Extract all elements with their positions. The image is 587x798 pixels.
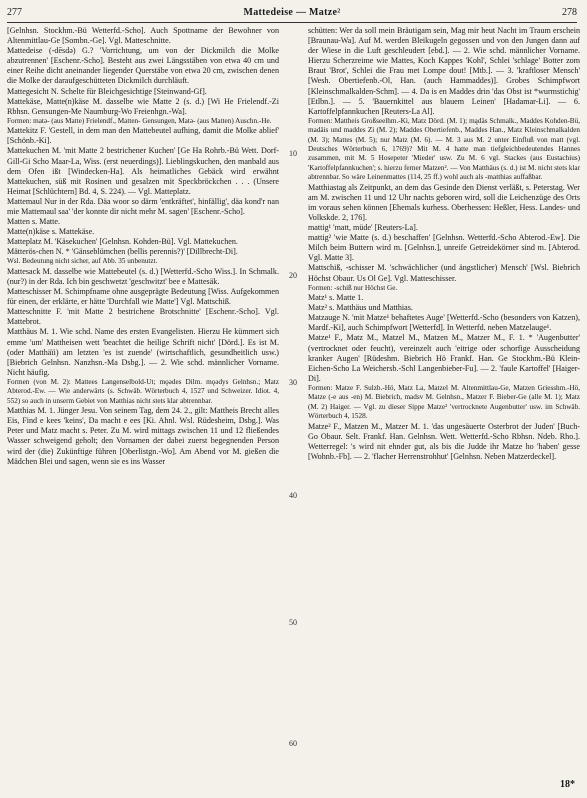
forms-note: Wsl. Bedeutung nicht sicher, auf Abb. 35 unbenutzt.: [7, 257, 158, 266]
entry-paragraph: Mätterös-chen N. * 'Gänseblümchen (bellis perennis?)' [Dillbrecht-Di].: [7, 247, 238, 257]
page-header: [7, 7, 577, 21]
line-number: 10: [289, 149, 297, 158]
entry-paragraph: Mattemaul Nur in der Rda. Däa woor so därm 'entkräftet', hinfällig', däa kond'r nan mie Mattemaul saa' 'der konnte dir nicht mehr M. sagen' [Eschenr.-Scho].: [7, 196, 279, 216]
line-number: 60: [289, 739, 297, 748]
entry-paragraph: Matteplatz M. 'Käsekuchen' [Gelnhsn. Kohden-Bü]. Vgl. Mattekuchen.: [7, 237, 238, 247]
entry-paragraph: Mattekäse, Matte(n)käse M. dasselbe wie Matte 2 (s. d.) [Wi He Frielendf.-Zi Rbhsn. Gensungen-Me Naumburg-Wo Freienhgn.-Wa].: [7, 96, 279, 116]
forms-note: Formen (von M. 2): Mattees Langenselbold-Ut; mǫədes Dilm. mǫədys Gelnhsn.; Matz Abterod.-Ew. — Wie anderwärts (s. Schwäb. Wörterbuch 4, 1527 und Schweizer. Idiot. 4, 552) so auch in unserm Gebiet von Matthias nicht stets klar abtrennbar.: [7, 377, 279, 405]
forms-note: Formen: Mattheis Großseelhm.-Ki, Matz Dörd. (M. 1); mądäs Schmalk., Maddes Kohden-Bü, madäis und maddes Zi (M. 2); Maddes Obertiefenb., Maddes Han., Matz Kleinschmalkalden (M. 3); Mattes (M. 5); nur Matz (M. 6). — M. 3 aus M. 2 unter Einfluß von matt (vgl. Deutsches Wörterbuch 6, 1769)? Mit M. 4 hatte man tiefgleichbedeutendes Hannes zusammen, mit M. 5 Hosepeter 'Mieder' usw. Zu M. 6 vgl. Stackes (aus Eustachius) 'Kartoffelpfannkuchen'; s. hierzu ferner Matzen². — Von Matthäus (s. d.) ist M. nicht stets klar abtrennbar. So wäre Leinenmattes (114, 25 ff.) wohl auch als -matthias auffaßbar.: [308, 116, 580, 182]
line-number: 20: [289, 271, 297, 280]
entry-paragraph: Matten s. Matte.: [7, 217, 61, 227]
entry-paragraph: Matz² s. Matthäus und Matthias.: [308, 303, 413, 313]
entry-paragraph: Mattekuchen M. 'mit Matte 2 bestrichener Kuchen' [Ge Ha Rohrb.-Bü Wett. Dorf-Gill-Gi Scho Maar-La, Wiss. (erst neuerdings)]. Lieblingskuchen, den manbald aus dem Ofen ißt [Windecken-Ha]. Als heimatliches Gebäck wird erwähnt Mattekuchen, süß mit Rosinen und gesalzen mit Speckbröckchen . . . (Unsere Heimat [Schlüchtern] Bd. 4, S. 224). — Vgl. Matteplatz.: [7, 146, 279, 196]
signature-mark: 18*: [560, 779, 575, 790]
entry-paragraph: Matteschnitte F. 'mit Matte 2 bestrichene Brotschnitte' [Eschenr.-Scho]. Vgl. Mattebrot.: [7, 307, 279, 327]
entry-paragraph: Mattedeise (-dēsdə) G.? 'Vorrichtung, um von der Dickmilch die Molke abzutrennen' [Eschenr.-Scho]. Besteht aus zwei Längsstäben von etwa 40 cm und einer Reihe dicht aneinander liegender Querstäbe von etwa 20 cm, zwischen denen die Molke der daraufgeschütteten Dickmilch durchläuft.: [7, 46, 279, 86]
line-number: 30: [289, 378, 297, 387]
forms-note: Formen: Matze F. Sulzb.-Hö, Matz La, Matzel M. Altenmittlau-Ge, Matzen Griesshm.-Hö, Matze (-e aus -en) M. Biebrich, madsv M. Gelnhsn., Matzer F. Bieber-Ge (alle M. 1); Matz (M. 2) Haiger. — Vgl. zu dieser Sippe Matze² 'vertrocknete Augenbutter' usw. im Schwäb. Wörterbuch 4, 1528.: [308, 383, 580, 421]
forms-note: Formen: -schiß nur Höchst Ge.: [308, 283, 398, 292]
entry-paragraph: Mattegesicht N. Schelte für Bleichgesichtige [Steinwand-Gf].: [7, 86, 207, 96]
line-number: 40: [289, 491, 297, 500]
entry-paragraph: Matze² F., Matzen M., Matzer M. 1. 'das ungesäuerte Osterbrot der Juden' [Buch-Go Obaur. Selt. Frankf. Han. Gelnhsn. Wett. Wetterfd.-Scho Rbhsn. Ndeb. Rho.]. Wetterregel: 's wird nit ehnder gut, als bis die Judde ihr Matze ho 'haben' gesse [Wohnb.-Fb]. — 2. 'flacher Herrenstrohhut' [Gelnhsn. Neben Matzerdeckel].: [308, 421, 580, 461]
entry-paragraph: mattig² 'wie Matte (s. d.) beschaffen' [Gelnhsn. Wetterfd.-Scho Abterod.-Ew]. Die Milch beim Buttern wird m. [Gelnhsn.], unreife Getreidekörner sind m. [Abterod. Vgl. Matte 3].: [308, 233, 580, 263]
entry-paragraph: Matz¹ s. Matte 1.: [308, 293, 364, 303]
entry-paragraph: schütten: Wer da soll mein Bräutigam sein, Mag mir heut Nacht im Traum erschein [Braunau-Wa]. Auf M. werden Bleikugeln gegossen und von den Jungen dann auf der Wiese in die Luft geschleudert [ebd.]. — 2. Wie schd. männlicher Vorname. Hierzu Scherzreime wie Mattes, Koch Kappes 'Kohl', Schlei 'schlage' Botter zom Braut 'Brot', Schlei die Frau met Lompe dout! [Mtb.]. — 3. 'kraftloser Mensch' [Wesh. Obertiefenb.-Ol, Han. (auch Hammaddes)]. Grobes Schimpfwort [Kleinschmalkalden-Schm]. — 4. Da is en Maddes drin 'das Obst ist *wurmstichig' [Etlbn.]. — 5. 'Bauernkittel aus blauem Leinen' [Hadamar-Li]. — 6. Kartoffelpfannkuchen [Reuters-La Al].: [308, 26, 580, 116]
entry-paragraph: Mattekitz F. 'Gestell, in dem man den Mattebeutel aufhing, damit die Molke ablief' [Schönb.-Ki].: [7, 126, 279, 146]
entry-paragraph: Matze¹ F., Matz M., Matzel M., Matzen M., Matzer M., F. 1. * 'Augenbutter' (vertrocknet oder feucht), vereinzelt auch 'eitrige oder schorfige Ausscheidung kranker Augen' [Rüdeshm. Biebrich Hö Frankf. Han. Ge Stockhm.-Bü Klein-Eichen-Scho La Weichersb.-Schl Langenbieber-Fu]. — 2. 'faule Kartoffel' [Haiger-Di].: [308, 333, 580, 383]
entry-paragraph: Matzauge N. 'mit Matze¹ behaftetes Auge' [Wetterfd.-Scho (besonders von Katzen), Mardf.-Ki], auch Schimpfwort [Wetterfd]. In Wetterfd. neben Matzelauge¹.: [308, 313, 580, 333]
entry-paragraph: mattig¹ 'matt, müde' [Reuters-La].: [308, 223, 418, 233]
left-column: [7, 26, 279, 467]
line-number: 50: [289, 618, 297, 627]
page-number-right: 278: [562, 7, 577, 18]
entry-paragraph: Mattschiß, -schisser M. 'schwächlicher (und ängstlicher) Mensch' [Wsl. Biebrich Höchst Obaur. Us Ol Ge]. Vgl. Matteschisser.: [308, 263, 580, 283]
entry-paragraph: Matteschisser M. Schimpfname ohne ausgeprägte Bedeutung [Wiss. Aufgekommen für einen, der erklärte, er hätte 'Durchfall wie Matte'] Vgl. Mattschiß.: [7, 287, 279, 307]
right-column: [308, 26, 580, 462]
entry-paragraph: Matthias M. 1. Jünger Jesu. Von seinem Tag, dem 24. 2., gilt: Mattheis Brecht alles Eis, Find e kees 'keins', Da macht e ees [Ki. Ahnl. Wsl. Rüdesheim, Dsbg.]. Was Peter und Matz macht s. Peter. Zu M. wird mittags zwischen 11 und 12 fließendes Wasser schweigend geholt; den Vornamen der dabei zuerst begegnenden Person wird der (die) Zukünftige führen [Oberlistgn.-Wo]. Am Abend vor M. gießen die Mädchen Blei und sagen, wenn sie es ins Wasser: [7, 406, 279, 466]
running-title: Mattedeise — Matze²: [243, 7, 341, 18]
entry-paragraph: Matthiastag als Zeitpunkt, an dem das Gesinde den Dienst verläßt, s. Peterstag. Wer am M. zwischen 11 und 12 Uhr nachts geboren wird, soll die Leichenzüge des Orts im voraus sehen können [Ehemals kurhess. Oberhessen: Heßler, Hess. Landes- und Volkskde. 2, 176].: [308, 182, 580, 222]
entry-paragraph: Matte(n)käse s. Mattekäse.: [7, 227, 95, 237]
entry-paragraph: [Gelnhsn. Stockhm.-Bü Wetterfd.-Scho]. Auch Spottname der Bewohner von Altenmittlau-Ge [Sombn.-Ge]. Vgl. Matteschnitte.: [7, 26, 279, 46]
entry-paragraph: Mattesack M. dasselbe wie Mattebeutel (s. d.) [Wetterfd.-Scho Wiss.]. In Schmalk. (nur?) in der Rda. Ich bin geschwetzt 'geschwitzt' bee e Mattesäk.: [7, 266, 279, 286]
forms-note: Formen: matə- (aus Matte) Frielendf., Matten- Gensungen, Matə- (aus Matten) Auschn.-He.: [7, 116, 272, 125]
entry-paragraph: Matthäus M. 1. Wie schd. Name des ersten Evangelisten. Hierzu He kümmert sich emme 'um' Mattheisen wett 'beachtet die heilige Schrift nicht' [Dörd.]. Es ist M. (oder Matthäïi) am letzten 'es ist zuende' (wirtschaftlich, gesundheitlich usw.) [Biebrich Gelnhsn. Nanzhsn.-Ma Dsbg.]. — 2. Wie schd. männlicher Vorname. Nicht häufig.: [7, 327, 279, 377]
header-rule: [7, 22, 577, 23]
page-number-left: 277: [7, 7, 22, 18]
